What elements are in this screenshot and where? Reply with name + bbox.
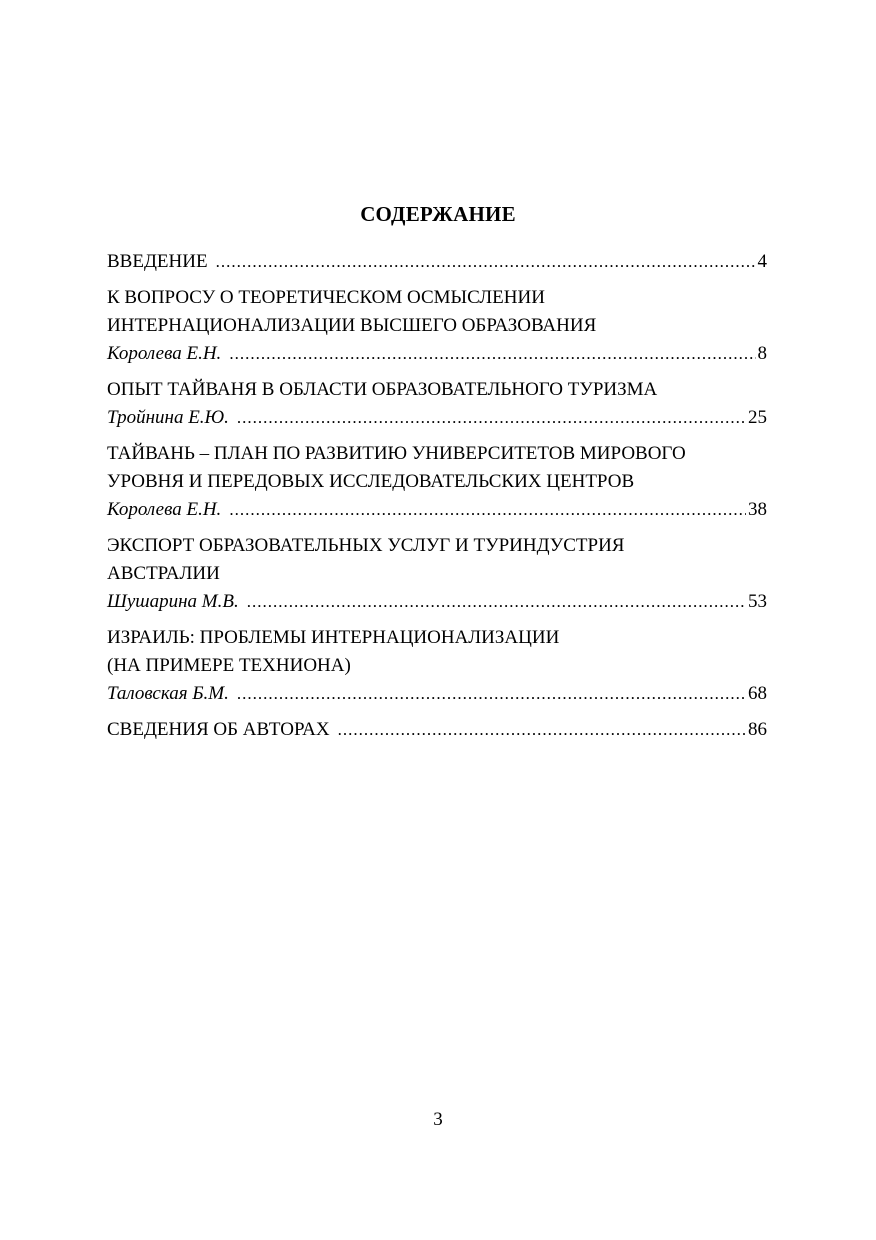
- toc-entry-row: [107, 588, 767, 616]
- toc-entry-title: ИЗРАИЛЬ: ПРОБЛЕМЫ ИНТЕРНАЦИОНАЛИЗАЦИИ: [107, 627, 560, 648]
- table-of-contents: [107, 248, 767, 752]
- toc-entry-page: 4: [757, 251, 767, 272]
- toc-entry-page: 53: [748, 591, 767, 612]
- toc-entry-row: [107, 404, 767, 432]
- toc-entry-title: СВЕДЕНИЯ ОБ АВТОРАХ: [107, 719, 330, 740]
- toc-entry-title: ТАЙВАНЬ – ПЛАН ПО РАЗВИТИЮ УНИВЕРСИТЕТОВ МИРОВОГО: [107, 443, 686, 464]
- toc-entry-row: [107, 248, 767, 276]
- toc-entry-title: К ВОПРОСУ О ТЕОРЕТИЧЕСКОМ ОСМЫСЛЕНИИ: [107, 287, 545, 308]
- dot-leader: [247, 588, 746, 616]
- toc-entry-title: ОПЫТ ТАЙВАНЯ В ОБЛАСТИ ОБРАЗОВАТЕЛЬНОГО ТУРИЗМА: [107, 379, 658, 400]
- toc-entry-title: ЭКСПОРТ ОБРАЗОВАТЕЛЬНЫХ УСЛУГ И ТУРИНДУСТРИЯ: [107, 535, 625, 556]
- toc-entry-row: [107, 716, 767, 744]
- toc-entry-title: ИНТЕРНАЦИОНАЛИЗАЦИИ ВЫСШЕГО ОБРАЗОВАНИЯ: [107, 315, 597, 336]
- toc-entry-row: [107, 680, 767, 708]
- toc-entry: [107, 440, 767, 524]
- toc-entry-page: 86: [748, 719, 767, 740]
- dot-leader: [216, 248, 756, 276]
- toc-entry-row: [107, 340, 767, 368]
- toc-entry-author: Королева Е.Н.: [107, 343, 222, 364]
- dot-leader: [338, 716, 746, 744]
- toc-heading: СОДЕРЖАНИЕ: [360, 202, 516, 226]
- toc-entry-author: Таловская Б.М.: [107, 683, 229, 704]
- page-number: 3: [433, 1109, 443, 1130]
- toc-entry-title: УРОВНЯ И ПЕРЕДОВЫХ ИССЛЕДОВАТЕЛЬСКИХ ЦЕНТРОВ: [107, 471, 635, 492]
- dot-leader: [229, 340, 755, 368]
- toc-entry: [107, 376, 767, 432]
- dot-leader: [237, 404, 746, 432]
- toc-entry-author: Тройнина Е.Ю.: [107, 407, 229, 428]
- toc-entry: [107, 248, 767, 276]
- toc-entry: [107, 624, 767, 708]
- dot-leader: [229, 496, 746, 524]
- toc-entry-page: 38: [748, 499, 767, 520]
- toc-entry-row: [107, 496, 767, 524]
- toc-entry-author: Королева Е.Н.: [107, 499, 222, 520]
- toc-entry-author: Шушарина М.В.: [107, 591, 239, 612]
- toc-entry: [107, 284, 767, 368]
- dot-leader: [237, 680, 746, 708]
- toc-entry: [107, 716, 767, 744]
- toc-entry: [107, 532, 767, 616]
- toc-entry-page: 8: [757, 343, 767, 364]
- toc-entry-page: 68: [748, 683, 767, 704]
- toc-entry-page: 25: [748, 407, 767, 428]
- toc-entry-title: (НА ПРИМЕРЕ ТЕХНИОНА): [107, 655, 351, 676]
- toc-entry-title: АВСТРАЛИИ: [107, 563, 220, 584]
- toc-entry-title: ВВЕДЕНИЕ: [107, 251, 208, 272]
